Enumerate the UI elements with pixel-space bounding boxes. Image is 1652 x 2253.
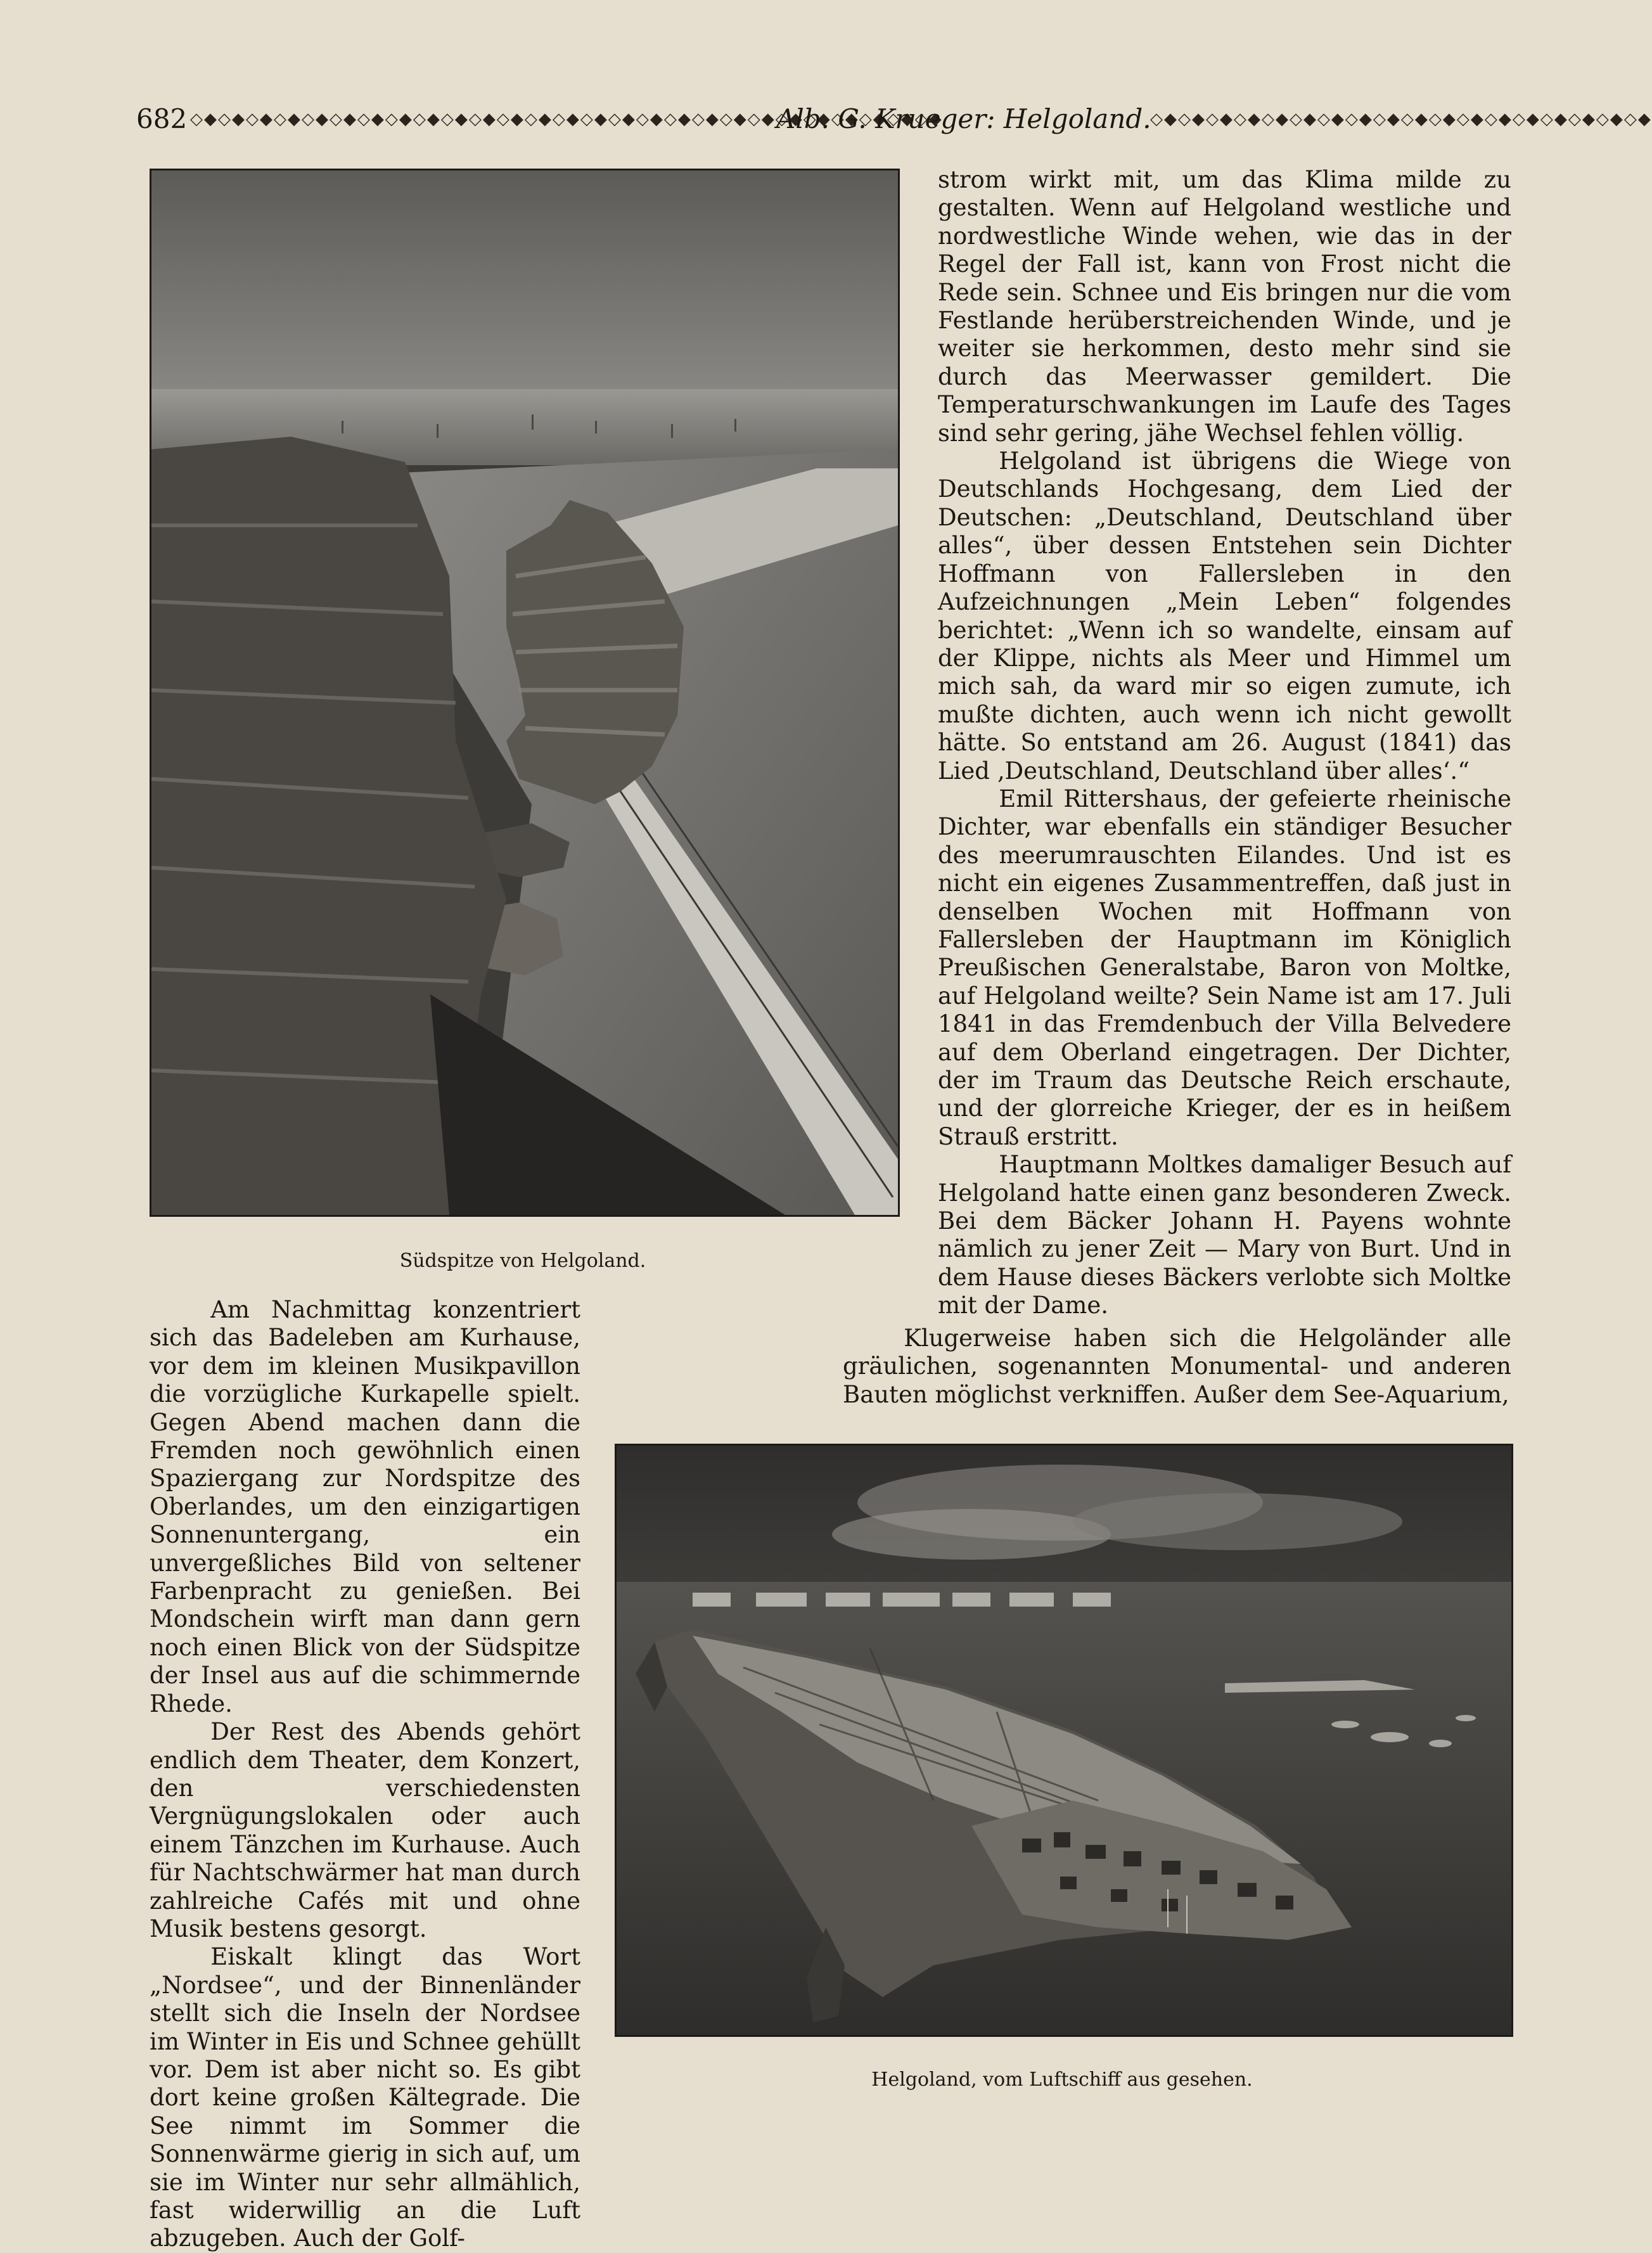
right-column-continuation: [843, 1325, 1511, 1409]
page-header: [136, 100, 1652, 138]
cliff-illustration: [151, 170, 898, 1215]
paragraph: Am Nachmittag konzentriert sich das Badeleben am Kurhause, vor dem im kleinen Musikpavillon die vorzügliche Kurkapelle spielt. Gegen Abend machen dann die Fremden noch gewöhnlich einen Spaziergang zur Nordspitze des Oberlandes, um den einzigartigen Sonnenuntergang, ein unvergeßliches Bild von seltener Farbenpracht zu genießen. Bei Mondschein wirft man dann gern noch einen Blick von der Südspitze der Insel aus auf die schimmernde Rhede.: [150, 1296, 580, 1717]
ornament-right: ◇◆◇◆◇◆◇◆◇◆◇◆◇◆◇◆◇◆◇◆◇◆◇◆◇◆◇◆◇◆◇◆◇◆◇◆: [1150, 110, 1652, 129]
paragraph: Eiskalt klingt das Wort „Nordsee“, und der Binnenländer stellt sich die Inseln der Nordsee im Winter in Eis und Schnee gehüllt vor. Dem ist aber nicht so. Es gibt dort keine großen Kältegrade. Die See nimmt im Sommer die Sonnenwärme gierig in sich auf, um sie im Winter nur sehr allmählich, fast widerwillig an die Luft abzugeben. Auch der Golf-: [150, 1943, 580, 2252]
photo-south-tip: [150, 169, 900, 1217]
paragraph: Klugerweise haben sich die Helgoländer alle gräulichen, sogenannten Monumental- und anderen Bauten möglichst verkniffen. Außer dem See-Aquarium,: [843, 1325, 1511, 1408]
caption-aerial-view: Helgoland, vom Luftschiff aus gesehen.: [871, 2069, 1253, 2091]
paragraph: Emil Rittershaus, der gefeierte rheinische Dichter, war ebenfalls ein ständiger Besucher des meerumrauschten Eilandes. Und ist es nicht ein eigenes Zusammentreffen, daß just in denselben Wochen mit Hoffmann von Fallersleben der Hauptmann im Königlich Preußischen Generalstabe, Baron von Moltke, auf Helgoland weilte? Sein Name ist am 17. Juli 1841 in das Fremdenbuch der Villa Belvedere auf dem Oberland eingetragen. Der Dichter, der im Traum das Deutsche Reich erschaute, und der glorreiche Krieger, der es in heißem Strauß erstritt.: [938, 785, 1511, 1150]
aerial-illustration: [617, 1446, 1511, 2035]
paragraph: Der Rest des Abends gehört endlich dem Theater, dem Konzert, den verschiedensten Vergnügungslokalen oder auch einem Tänzchen im Kurhause. Auch für Nachtschwärmer hat man durch zahlreiche Cafés mit und ohne Musik bestens gesorgt.: [150, 1718, 580, 1942]
paragraph: strom wirkt mit, um das Klima milde zu gestalten. Wenn auf Helgoland westliche und nordwestliche Winde wehen, wie das in der Regel der Fall ist, kann von Frost nicht die Rede sein. Schnee und Eis bringen nur die vom Festlande herüberstreichenden Winde, und je weiter sie herkommen, desto mehr sind sie durch das Meerwasser gemildert. Die Temperaturschwankungen im Laufe des Tages sind sehr gering, jähe Wechsel fehlen völlig.: [938, 166, 1511, 447]
page-number: 682: [136, 103, 188, 134]
right-column-text: [938, 166, 1511, 1320]
illustration-aerial-view: [615, 1444, 1513, 2037]
caption-south-tip: Südspitze von Helgoland.: [399, 1250, 646, 1272]
paragraph: Helgoland ist übrigens die Wiege von Deutschlands Hochgesang, dem Lied der Deutschen: „Deutschland, Deutschland über alles“, über dessen Entstehen sein Dichter Hoffmann von Fallersleben in den Aufzeichnungen „Mein Leben“ folgendes berichtet: „Wenn ich so wandelte, einsam auf der Klippe, nichts als Meer und Himmel um mich sah, da ward mir so eigen zumute, ich mußte dichten, auch wenn ich nicht gewollt hätte. So entstand am 26. August (1841) das Lied ‚Deutschland, Deutschland über alles‘.“: [938, 447, 1511, 785]
left-column-text: [150, 1296, 580, 2253]
paragraph: Hauptmann Moltkes damaliger Besuch auf Helgoland hatte einen ganz besonderen Zweck. Bei dem Bäcker Johann H. Payens wohnte nämlich zu jener Zeit — Mary von Burt. Und in dem Hause dieses Bäckers verlobte sich Moltke mit der Dame.: [938, 1151, 1511, 1319]
running-title: Alb. G. Krueger: Helgoland.: [776, 103, 1151, 134]
ornament-left: ◇◆◇◆◇◆◇◆◇◆◇◆◇◆◇◆◇◆◇◆◇◆◇◆◇◆◇◆◇◆◇◆◇◆◇◆◇◆◇◆◇◆◇◆◇◆◇◆◇◆◇◆◇◆: [190, 110, 943, 129]
